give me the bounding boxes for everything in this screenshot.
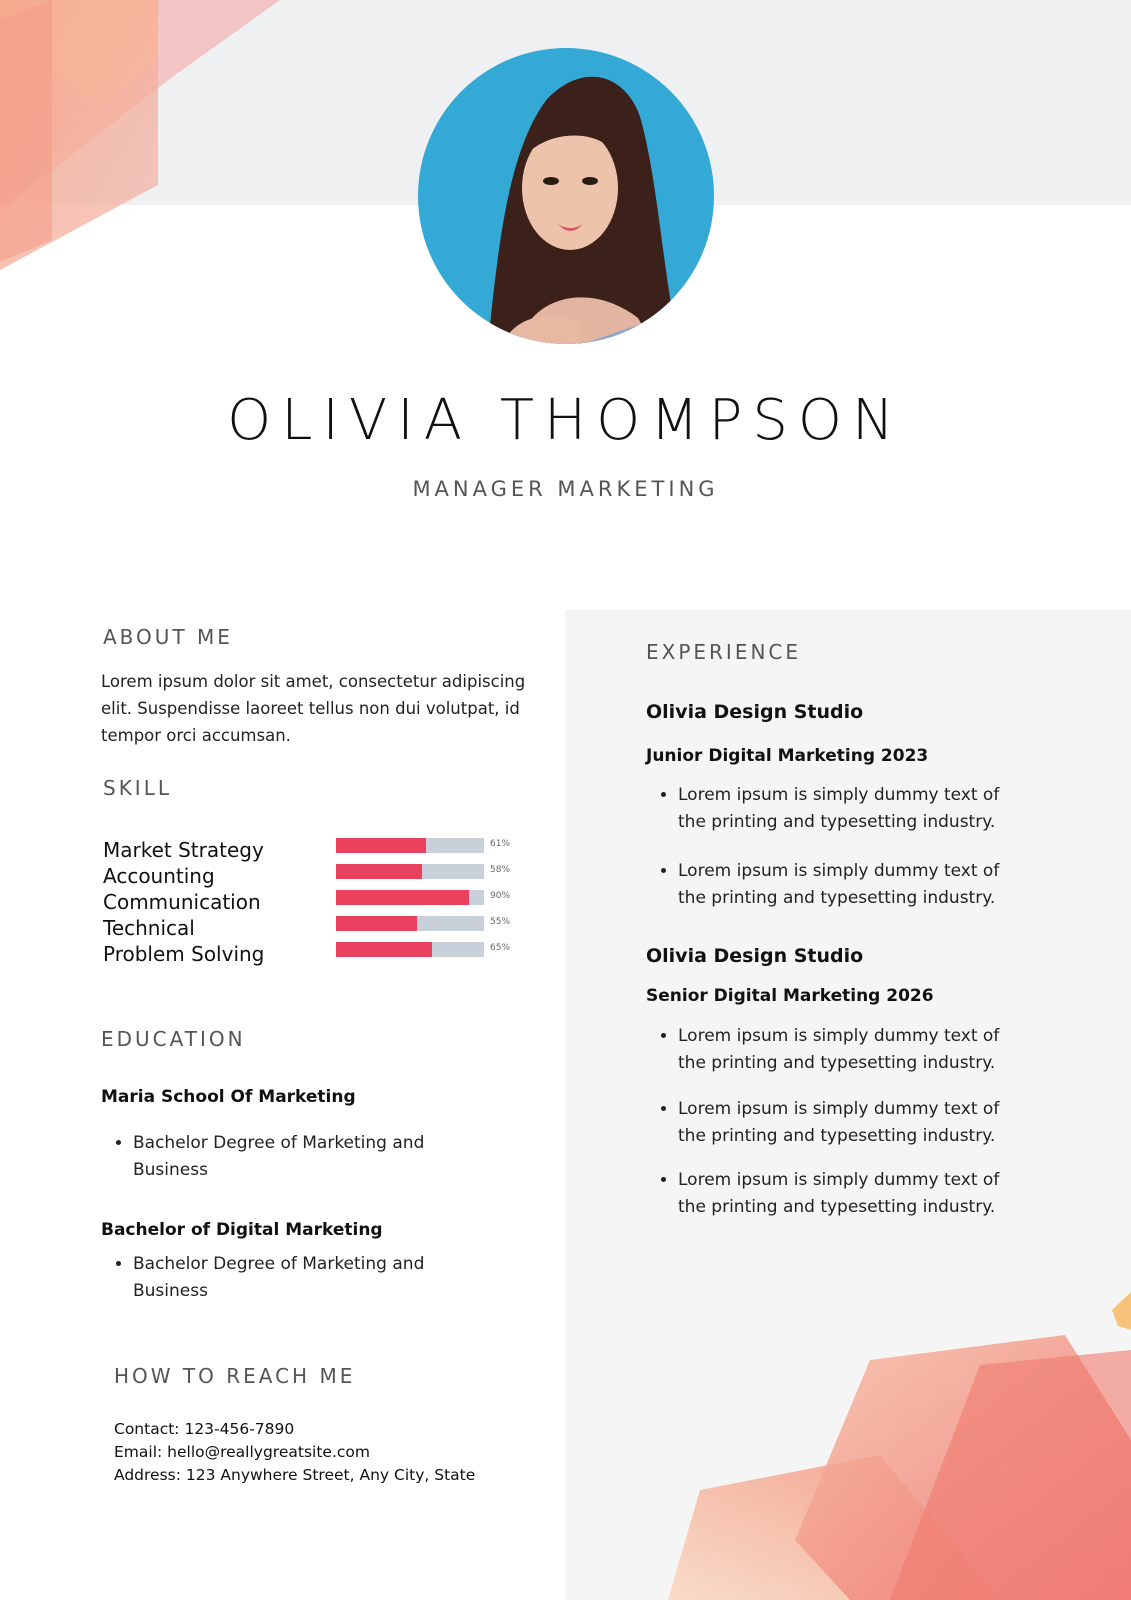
contact-phone: Contact: 123-456-7890 — [114, 1420, 295, 1438]
skill-label: Technical — [103, 916, 195, 940]
education-heading: EDUCATION — [101, 1027, 246, 1051]
experience-bullets — [646, 782, 1018, 912]
experience-heading: EXPERIENCE — [646, 640, 802, 664]
list-item: • Bachelor Degree of Marketing and Business — [133, 1130, 473, 1184]
skill-percent: 90% — [490, 891, 511, 901]
contact-details — [114, 1418, 475, 1487]
contact-email: Email: hello@reallygreatsite.com — [114, 1443, 370, 1461]
experience-position: Senior Digital Marketing 2026 — [646, 986, 934, 1006]
skill-bar-track — [336, 890, 484, 905]
skill-label: Accounting — [103, 864, 215, 888]
list-item: • Lorem ipsum is simply dummy text of the printing and typesetting industry. — [678, 782, 1018, 836]
experience-company: Olivia Design Studio — [646, 945, 864, 967]
skill-bar-track — [336, 916, 484, 931]
list-item: • Lorem ipsum is simply dummy text of the printing and typesetting industry. — [678, 1096, 1018, 1150]
skill-percent: 65% — [490, 943, 511, 953]
education-bullets — [101, 1130, 473, 1184]
person-name: OLIVIA THOMPSON — [227, 388, 904, 453]
skill-label: Problem Solving — [103, 942, 265, 966]
skill-bar-track — [336, 864, 484, 879]
skill-bar-fill — [336, 942, 432, 957]
experience-position: Junior Digital Marketing 2023 — [646, 746, 929, 766]
education-bullets — [101, 1251, 473, 1305]
contact-address: Address: 123 Anywhere Street, Any City, State — [114, 1466, 476, 1484]
job-title: MANAGER MARKETING — [412, 477, 719, 501]
skill-percent: 58% — [490, 865, 511, 875]
experience-bullets — [646, 1023, 1018, 1221]
skill-bar-fill — [336, 864, 422, 879]
about-heading: ABOUT ME — [103, 625, 233, 649]
skill-label: Market Strategy — [103, 838, 264, 862]
list-item: • Lorem ipsum is simply dummy text of the printing and typesetting industry. — [678, 858, 1018, 912]
contact-heading: HOW TO REACH ME — [114, 1364, 356, 1388]
skill-bar-fill — [336, 838, 426, 853]
list-item: • Lorem ipsum is simply dummy text of the printing and typesetting industry. — [678, 1167, 1018, 1221]
skill-bar-fill — [336, 916, 417, 931]
about-text: Lorem ipsum dolor sit amet, consectetur adipiscing elit. Suspendisse laoreet tellus non dui volutpat, id tempor orci accumsan. — [101, 672, 526, 745]
profile-photo — [418, 48, 714, 344]
list-item: • Lorem ipsum is simply dummy text of the printing and typesetting industry. — [678, 1023, 1018, 1077]
skill-bar-track — [336, 942, 484, 957]
skill-label: Communication — [103, 890, 261, 914]
skill-bar-fill — [336, 890, 469, 905]
list-item: • Bachelor Degree of Marketing and Business — [133, 1251, 473, 1305]
skills-heading: SKILL — [103, 776, 172, 800]
skill-percent: 55% — [490, 917, 511, 927]
education-school: Maria School Of Marketing — [101, 1087, 356, 1107]
skill-bar-track — [336, 838, 484, 853]
skill-percent: 61% — [490, 839, 511, 849]
education-school: Bachelor of Digital Marketing — [101, 1220, 383, 1240]
experience-company: Olivia Design Studio — [646, 701, 864, 723]
